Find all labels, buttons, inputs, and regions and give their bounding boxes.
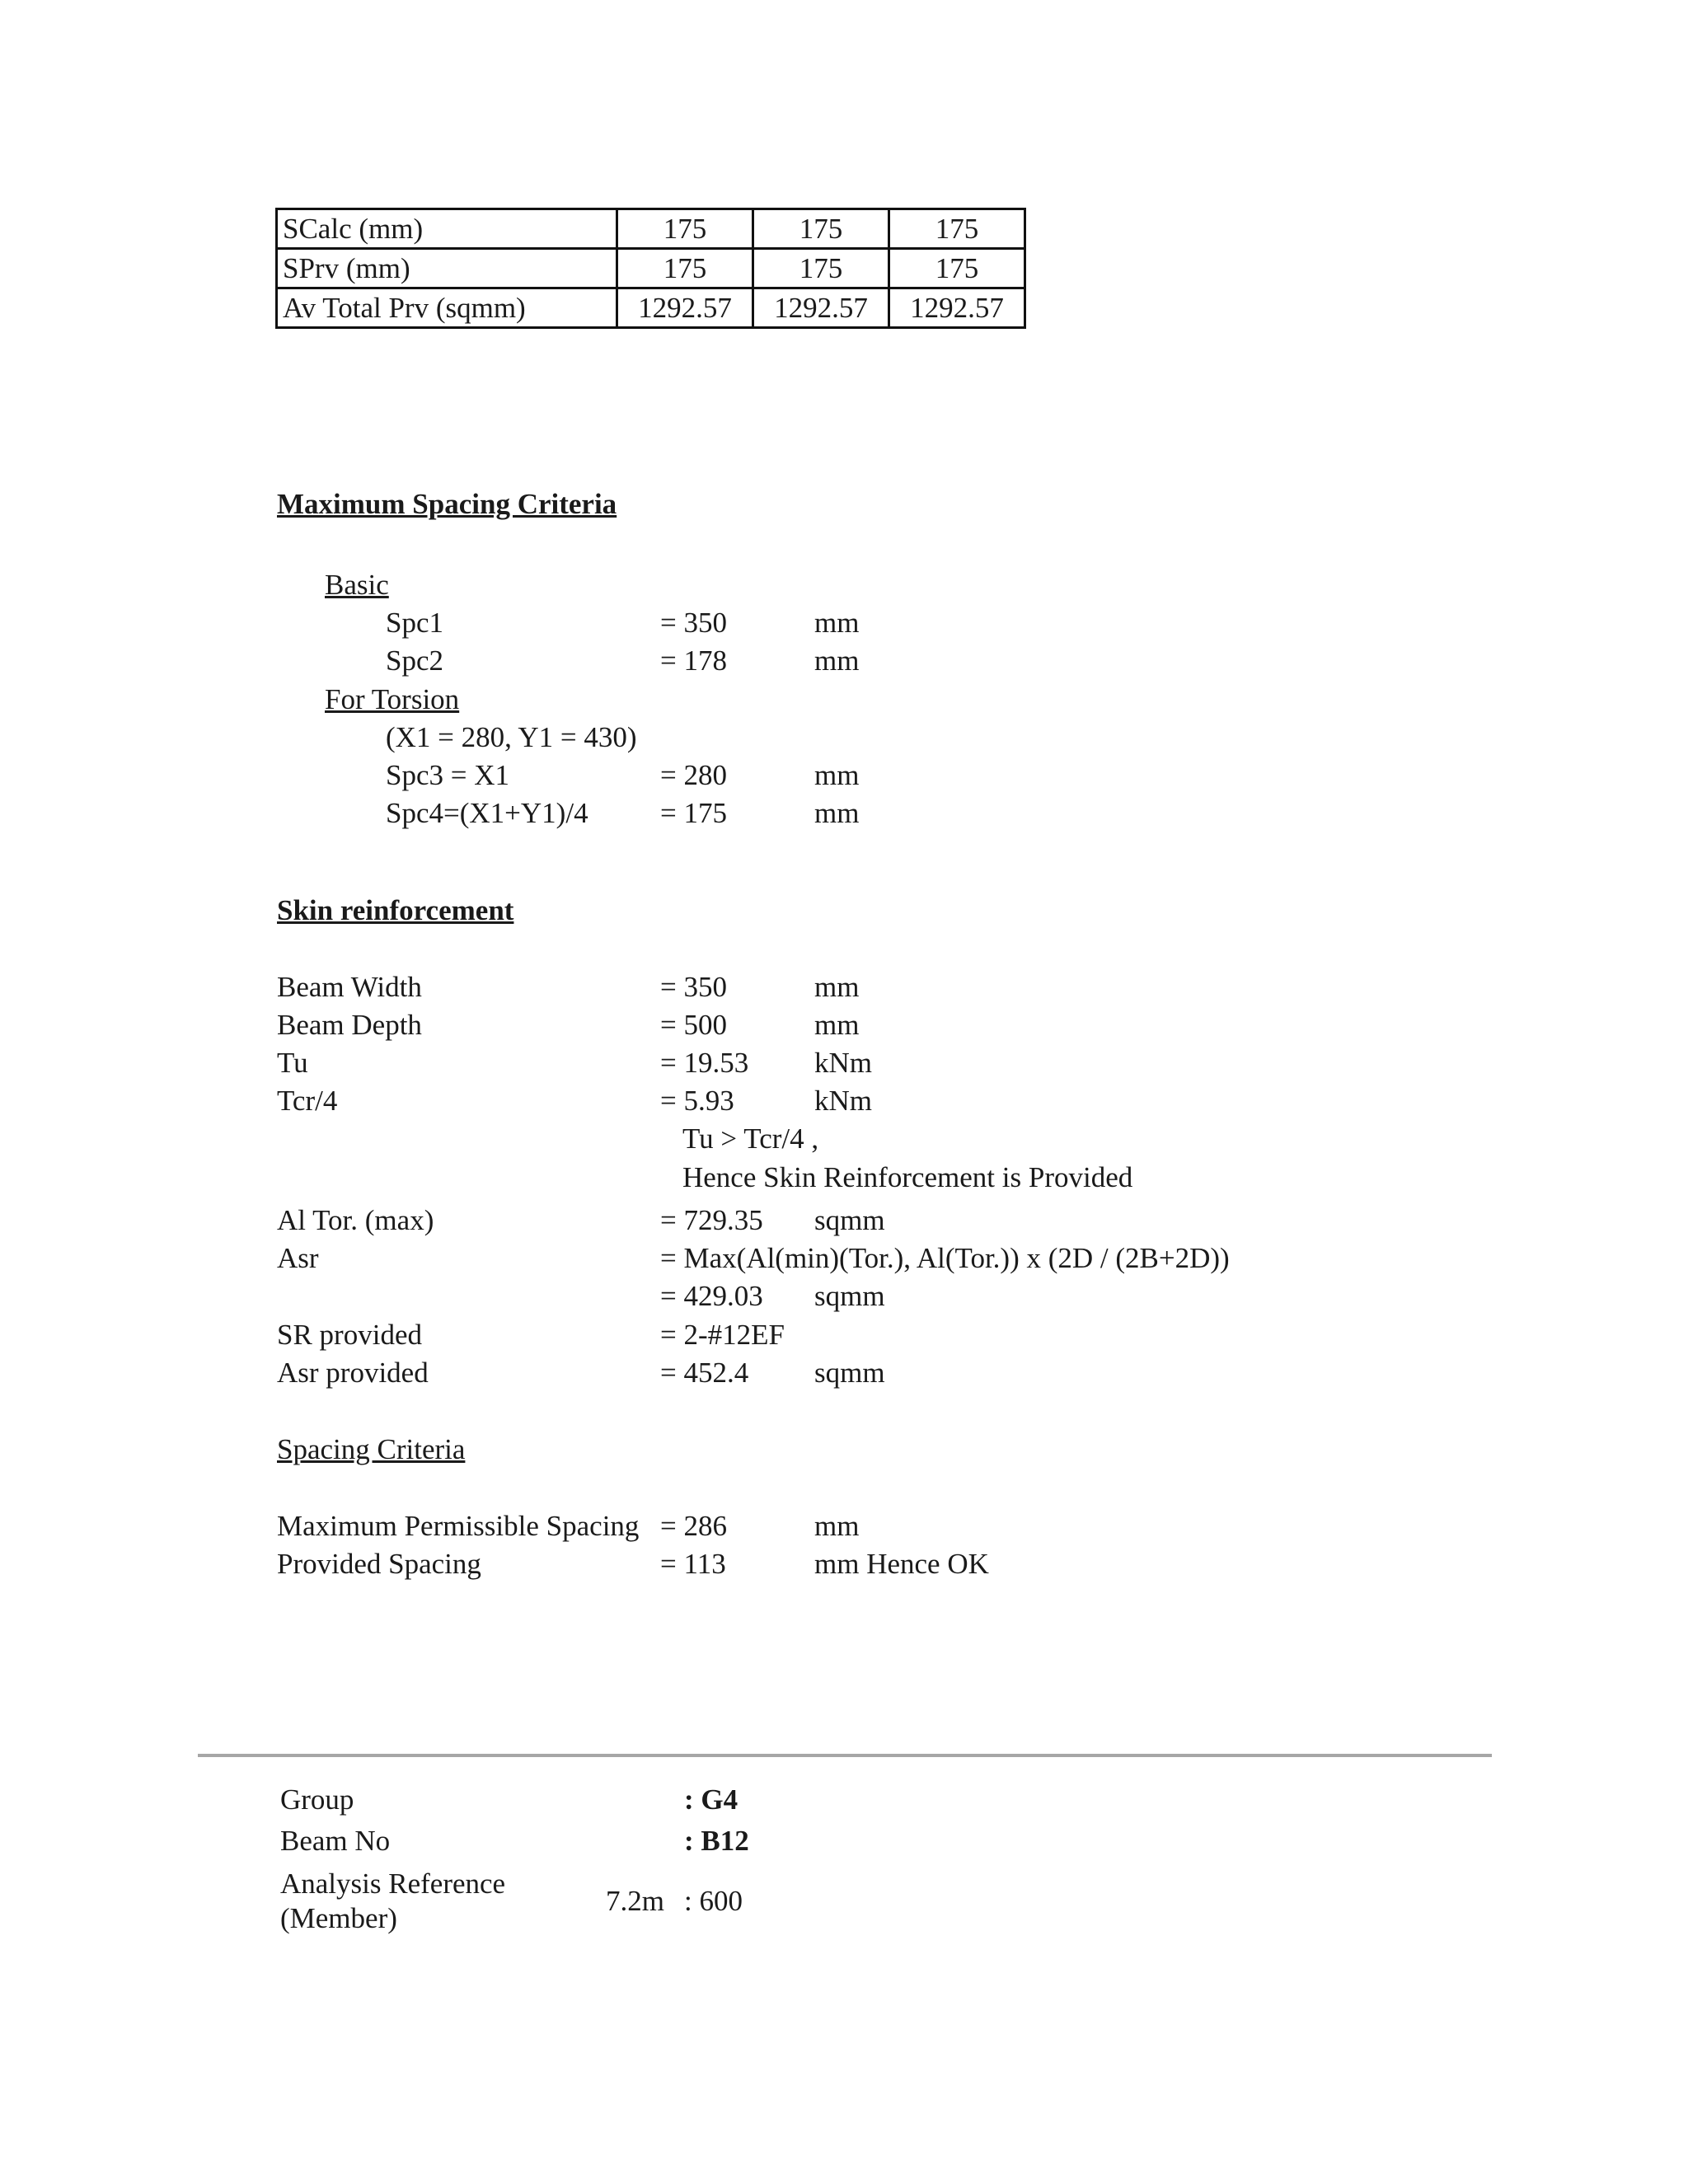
table-cell-label: Av Total Prv (sqmm) bbox=[277, 288, 617, 328]
analysis-value: : 600 bbox=[684, 1885, 743, 1917]
spc2-value: = 178 bbox=[660, 644, 727, 677]
table-cell: 175 bbox=[889, 249, 1025, 288]
analysis-reference-label: Analysis Reference bbox=[280, 1868, 506, 1900]
table-cell: 175 bbox=[753, 249, 889, 288]
spc3-label: Spc3 = X1 bbox=[386, 759, 510, 791]
provided-spacing-value: = 113 bbox=[660, 1548, 726, 1580]
provided-spacing-unit: mm Hence OK bbox=[814, 1548, 989, 1580]
beam-no-value: : B12 bbox=[684, 1825, 749, 1857]
spc4-unit: mm bbox=[814, 797, 860, 829]
spc1-unit: mm bbox=[814, 607, 860, 639]
table-cell: 175 bbox=[889, 209, 1025, 249]
tu-unit: kNm bbox=[814, 1047, 872, 1079]
sr-provided-value: = 2-#12EF bbox=[660, 1319, 785, 1351]
tu-comparison-note: Tu > Tcr/4 , bbox=[682, 1122, 819, 1155]
spacing-table bbox=[275, 208, 1026, 329]
table-cell-label: SCalc (mm) bbox=[277, 209, 617, 249]
max-perm-spacing-unit: mm bbox=[814, 1510, 860, 1542]
table-cell: 175 bbox=[617, 249, 753, 288]
asr-provided-value: = 452.4 bbox=[660, 1357, 749, 1389]
spc2-unit: mm bbox=[814, 644, 860, 677]
spc3-value: = 280 bbox=[660, 759, 727, 791]
spacing-criteria-heading: Spacing Criteria bbox=[277, 1433, 466, 1465]
torsion-params: (X1 = 280, Y1 = 430) bbox=[386, 721, 637, 753]
asr-provided-label: Asr provided bbox=[277, 1357, 429, 1389]
tu-value: = 19.53 bbox=[660, 1047, 749, 1079]
analysis-length: 7.2m bbox=[606, 1885, 664, 1917]
spc2-label: Spc2 bbox=[386, 644, 443, 677]
tu-label: Tu bbox=[277, 1047, 308, 1079]
beam-width-value: = 350 bbox=[660, 971, 727, 1003]
basic-subheading: Basic bbox=[325, 569, 389, 601]
table-cell: 175 bbox=[753, 209, 889, 249]
table-cell: 1292.57 bbox=[889, 288, 1025, 328]
page-divider bbox=[198, 1754, 1492, 1757]
asr-label: Asr bbox=[277, 1242, 319, 1274]
skin-provided-note: Hence Skin Reinforcement is Provided bbox=[682, 1161, 1133, 1193]
al-tor-unit: sqmm bbox=[814, 1204, 885, 1236]
beam-depth-unit: mm bbox=[814, 1009, 860, 1041]
max-perm-spacing-value: = 286 bbox=[660, 1510, 727, 1542]
asr-formula: = Max(Al(min)(Tor.), Al(Tor.)) x (2D / (2B+2D)) bbox=[660, 1242, 1230, 1274]
table-row bbox=[277, 288, 1025, 328]
beam-depth-label: Beam Depth bbox=[277, 1009, 422, 1041]
asr-unit: sqmm bbox=[814, 1280, 885, 1312]
beam-depth-value: = 500 bbox=[660, 1009, 727, 1041]
spc1-value: = 350 bbox=[660, 607, 727, 639]
asr-provided-unit: sqmm bbox=[814, 1357, 885, 1389]
tcr-unit: kNm bbox=[814, 1085, 872, 1117]
torsion-subheading: For Torsion bbox=[325, 683, 460, 715]
beam-width-label: Beam Width bbox=[277, 971, 422, 1003]
beam-width-unit: mm bbox=[814, 971, 860, 1003]
group-label: Group bbox=[280, 1783, 354, 1816]
beam-no-label: Beam No bbox=[280, 1825, 391, 1857]
tcr-label: Tcr/4 bbox=[277, 1085, 338, 1117]
max-perm-spacing-label: Maximum Permissible Spacing bbox=[277, 1510, 640, 1542]
spc3-unit: mm bbox=[814, 759, 860, 791]
table-cell: 1292.57 bbox=[753, 288, 889, 328]
spc4-value: = 175 bbox=[660, 797, 727, 829]
tcr-value: = 5.93 bbox=[660, 1085, 734, 1117]
skin-heading: Skin reinforcement bbox=[277, 894, 514, 926]
table-cell: 175 bbox=[617, 209, 753, 249]
asr-value: = 429.03 bbox=[660, 1280, 763, 1312]
al-tor-value: = 729.35 bbox=[660, 1204, 763, 1236]
max-spacing-heading: Maximum Spacing Criteria bbox=[277, 488, 617, 520]
spc4-label: Spc4=(X1+Y1)/4 bbox=[386, 797, 588, 829]
provided-spacing-label: Provided Spacing bbox=[277, 1548, 481, 1580]
table-cell-label: SPrv (mm) bbox=[277, 249, 617, 288]
spc1-label: Spc1 bbox=[386, 607, 443, 639]
table-cell: 1292.57 bbox=[617, 288, 753, 328]
analysis-member-label: (Member) bbox=[280, 1902, 397, 1934]
table-row bbox=[277, 249, 1025, 288]
sr-provided-label: SR provided bbox=[277, 1319, 422, 1351]
table-row bbox=[277, 209, 1025, 249]
group-value: : G4 bbox=[684, 1783, 738, 1816]
al-tor-label: Al Tor. (max) bbox=[277, 1204, 434, 1236]
